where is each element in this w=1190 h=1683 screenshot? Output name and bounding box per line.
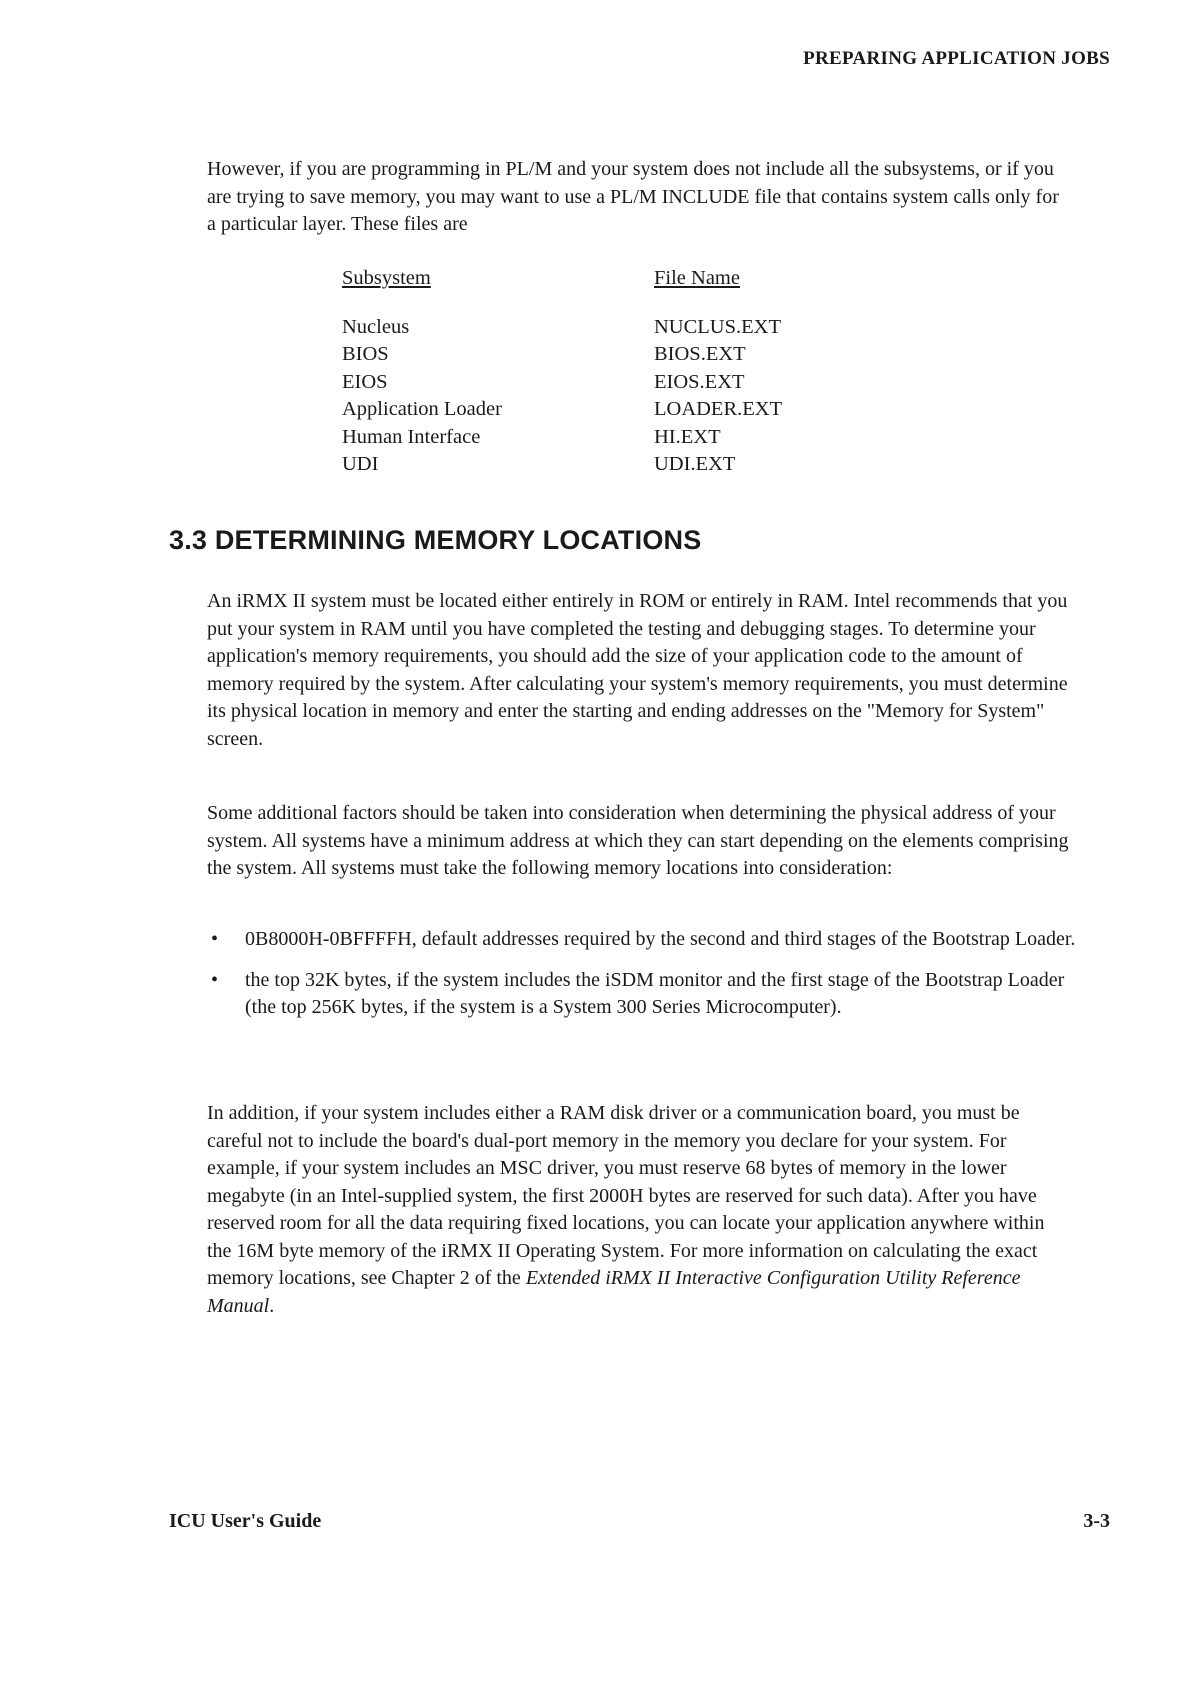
table-header-row (342, 265, 782, 314)
subsystem-cell: Nucleus (342, 315, 410, 338)
bullet-icon: • (211, 968, 219, 991)
file-name-cell: HI.EXT (654, 425, 721, 448)
subsystem-cell: EIOS (342, 370, 388, 393)
table-row (342, 424, 782, 452)
memory-location-paragraph: An iRMX II system must be located either entirely in ROM or entirely in RAM. Intel recommends that you put your system in RAM until you have completed the testing and debugging stages. To determine your application's memory requirements, you should add the size of your application code to the amount of memory required by the system. After calculating your system's memory requirements, you must determine its physical location in memory and enter the starting and ending addresses on the "Memory for System" screen. (207, 590, 1068, 750)
subsystem-cell: Human Interface (342, 425, 481, 448)
file-name-cell: LOADER.EXT (654, 398, 783, 420)
file-name-cell: NUCLUS.EXT (654, 315, 781, 338)
table-row (342, 369, 782, 397)
list-item-text: 0B8000H-0BFFFFH, default addresses required by the second and third stages of the Bootstrap Loader. (245, 928, 1076, 950)
table-row (342, 396, 782, 424)
intro-paragraph: However, if you are programming in PL/M and your system does not include all the subsystems, or if you are trying to save memory, you may want to use a PL/M INCLUDE file that contains system calls only for a particular layer. These files are (207, 158, 1059, 235)
file-name-cell: UDI.EXT (654, 453, 736, 475)
section-heading: 3.3 DETERMINING MEMORY LOCATIONS (169, 525, 702, 555)
subsystem-cell: BIOS (342, 343, 389, 365)
paragraph-text: In addition, if your system includes either a RAM disk driver or a communication board, you must be careful not to include the board's dual-port memory in the memory you declare for your system. For example, if your system includes an MSC driver, you must reserve 68 bytes of memory in the lower megabyte (in an Intel-supplied system, the first 2000H bytes are reserved for such data). After you have reserved room for all the data requiring fixed locations, you can locate your application anywhere within the 16M byte memory of the iRMX II Operating System. For more information on calculating the exact memory locations, see Chapter 2 of the (207, 1102, 1045, 1289)
table-row (342, 341, 782, 369)
bullet-icon: • (211, 928, 219, 950)
file-name-cell: EIOS.EXT (654, 370, 745, 393)
memory-locations-list (207, 926, 1077, 1035)
subsystem-cell: Application Loader (342, 398, 502, 420)
footer-page-number: 3-3 (1083, 1510, 1110, 1532)
file-name-cell: BIOS.EXT (654, 343, 746, 365)
column-header-subsystem: Subsystem (342, 267, 431, 289)
subsystem-cell: UDI (342, 453, 379, 475)
include-file-table (342, 265, 782, 479)
table-row (342, 314, 782, 342)
table-row (342, 451, 782, 479)
list-item-text: the top 32K bytes, if the system includes the iSDM monitor and the first stage of the Bootstrap Loader (the top 256K bytes, if the system is a System 300 Series Microcomputer). (245, 968, 1065, 1018)
manual-reference-title: Extended iRMX II Interactive Configuration Utility Reference Manual (207, 1267, 1021, 1317)
running-head: PREPARING APPLICATION JOBS (803, 48, 1110, 69)
sentence-end: . (269, 1294, 275, 1317)
list-item (207, 967, 1077, 1022)
dual-port-memory-paragraph (207, 1100, 1072, 1320)
footer-guide-title: ICU User's Guide (169, 1510, 322, 1532)
column-header-file-name: File Name (654, 267, 740, 289)
additional-factors-paragraph: Some additional factors should be taken into consideration when determining the physical address of your system. All systems have a minimum address at which they can start depending on the elements comprising the system. All systems must take the following memory locations into consideration: (207, 802, 1069, 879)
list-item (207, 926, 1077, 954)
